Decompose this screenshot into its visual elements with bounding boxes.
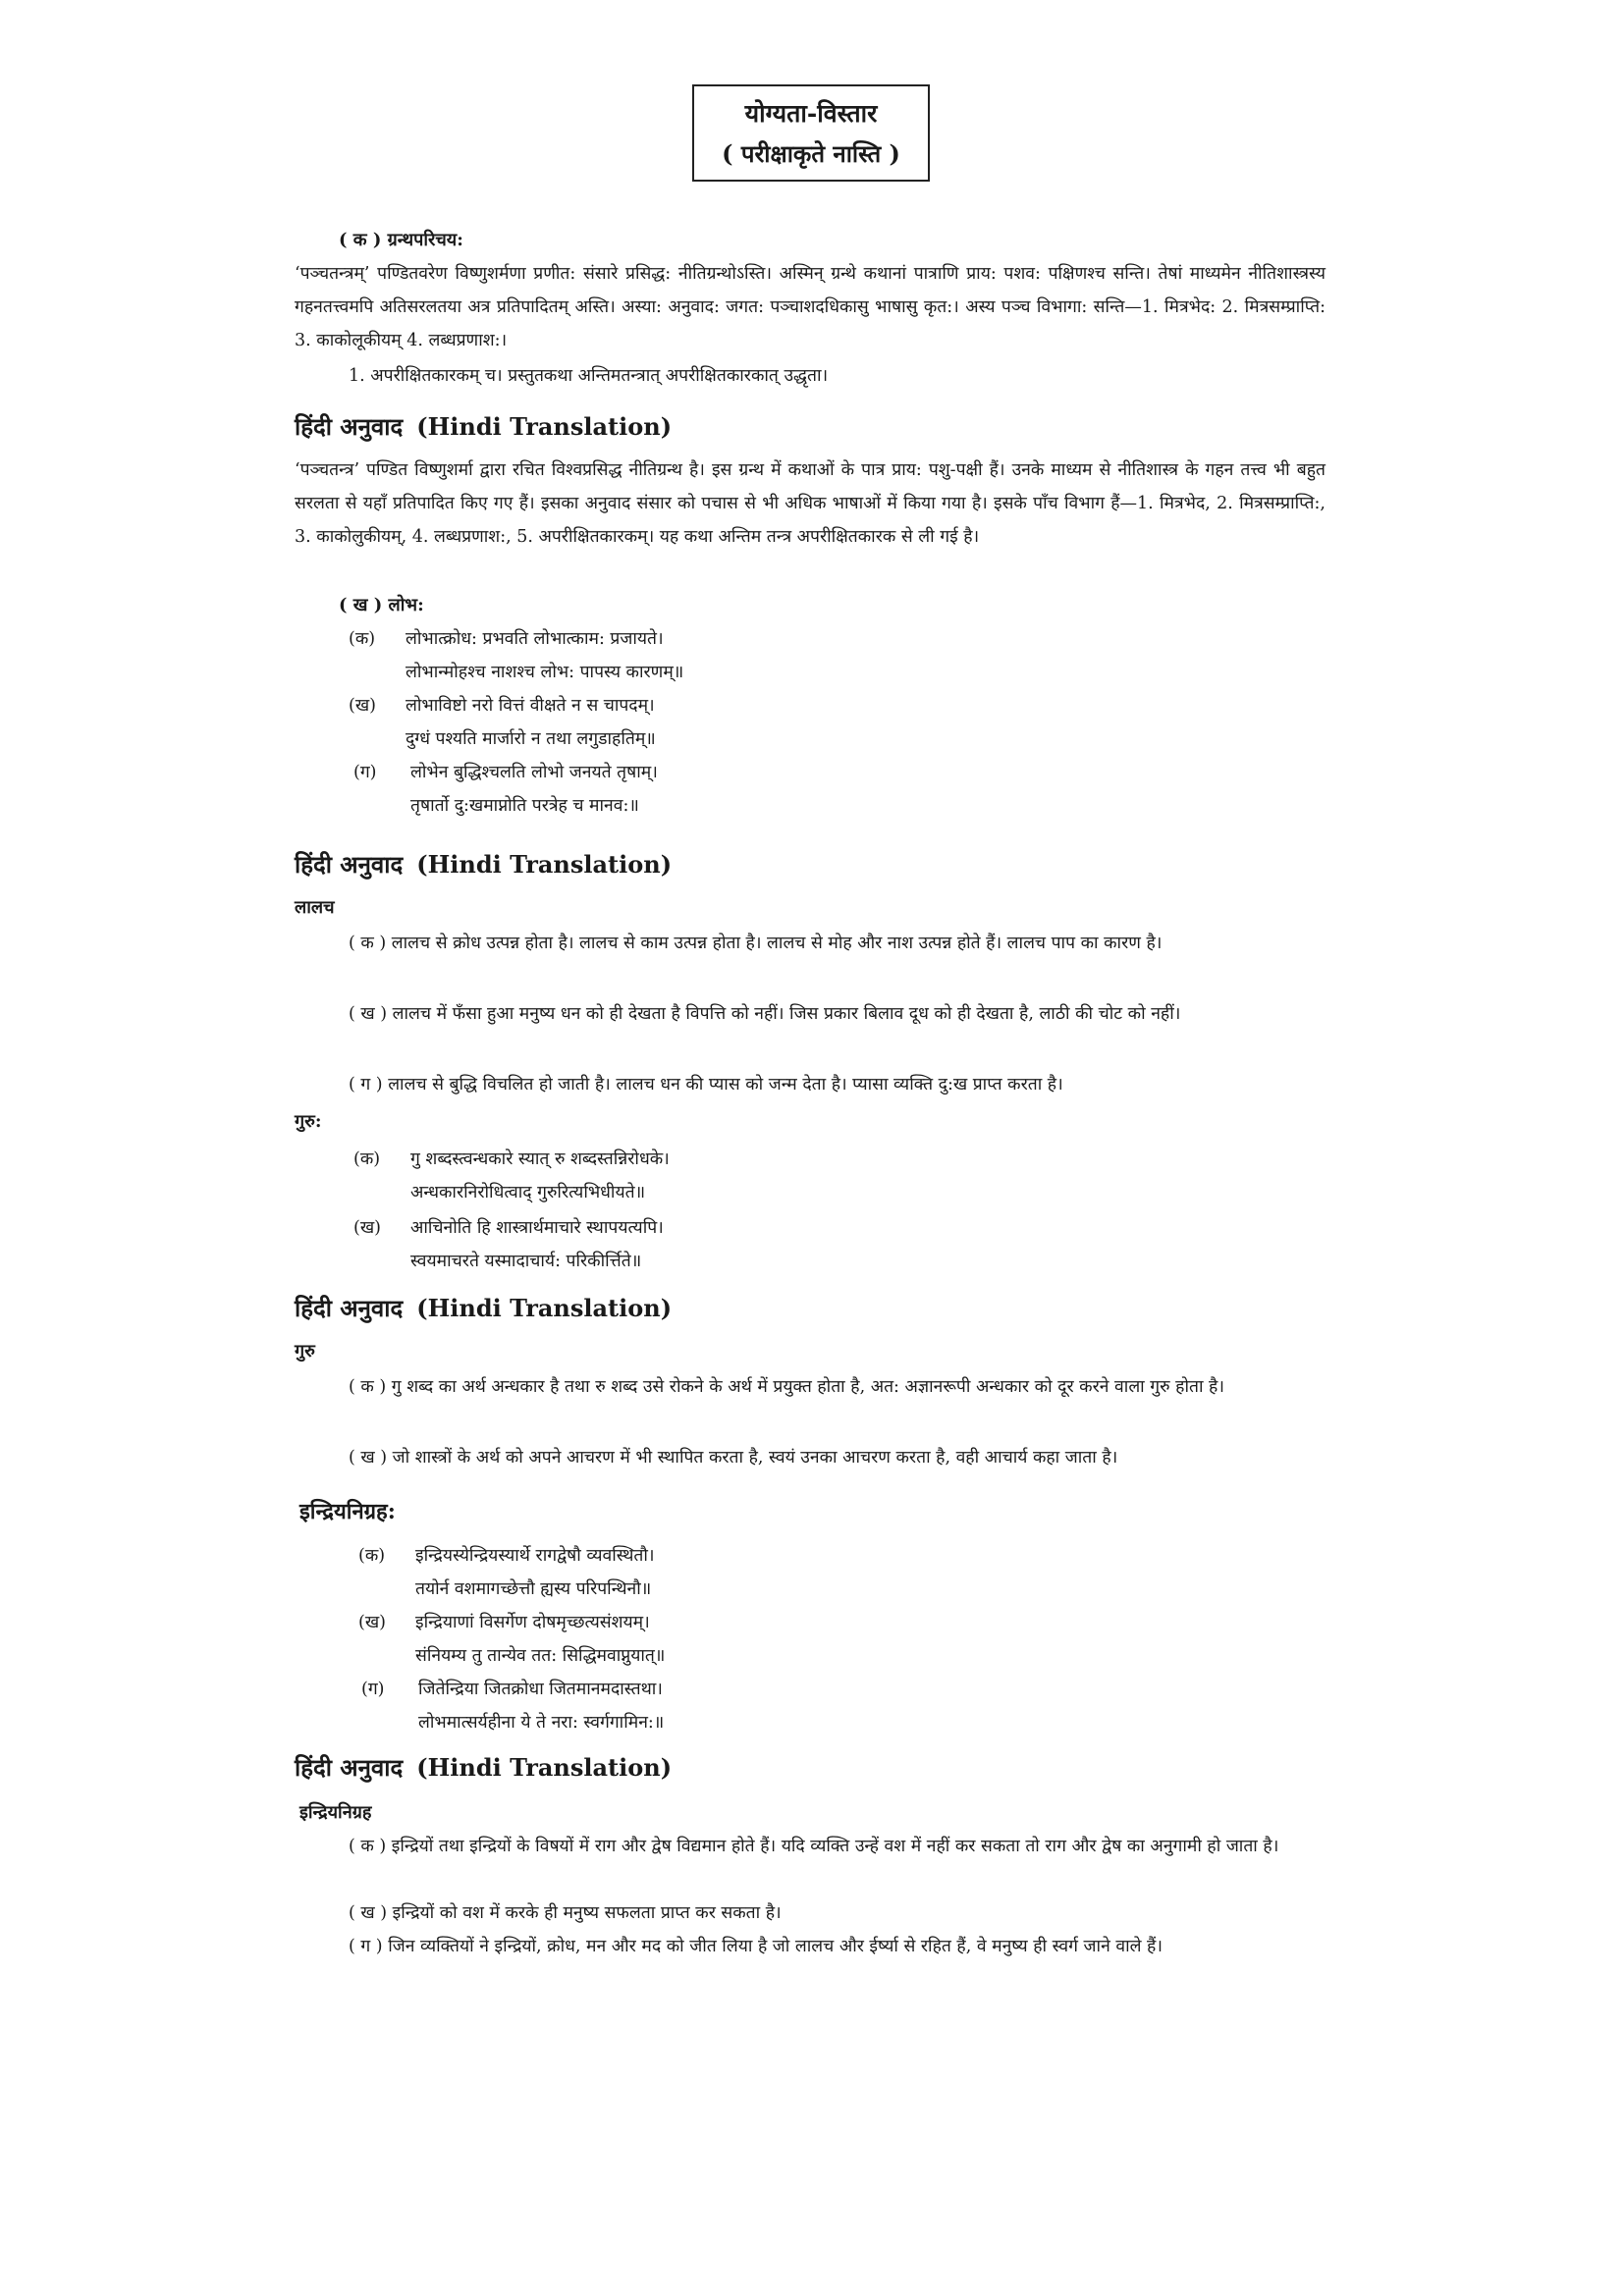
hindi-translation-heading — [295, 410, 672, 443]
hindi-heading-en: (Hindi Translation) — [416, 1294, 673, 1322]
translation-indriya-ka: ( क ) इन्द्रियों तथा इन्द्रियों के विषयों में राग और द्वेष विद्यमान होते हैं। यदि व्यक्ति उन्हें वश में नहीं कर सकता तो राग और द्वेष का अनुगामी हो जाता है। — [349, 1837, 1279, 1856]
translation-guru-ka: ( क ) गु शब्द का अर्थ अन्धकार है तथा रु शब्द उसे रोकने के अर्थ में प्रयुक्त होता है, अत: अज्ञानरूपी अन्धकार को दूर करने वाला गुरु होता है। — [349, 1377, 1224, 1397]
translation-lobha-kha: ( ख ) लालच में फँसा हुआ मनुष्य धन को ही देखता है विपत्ति को नहीं। जिस प्रकार बिलाव दूध को ही देखता है, लाठी की चोट को नहीं। — [349, 1004, 1181, 1024]
verse-label: (ख) — [358, 1613, 386, 1632]
verse-line: गु शब्दस्त्वन्धकारे स्यात् रु शब्दस्तन्निरोधके। — [410, 1149, 670, 1169]
hindi-heading-hi: हिंदी अनुवाद — [295, 412, 404, 441]
verse-line: लोभान्मोहश्च नाशश्च लोभ: पापस्य कारणम्॥ — [406, 663, 684, 682]
verse-label: (ख) — [353, 1218, 381, 1238]
hindi-translation-heading — [295, 1292, 672, 1324]
verse-label: (ग) — [353, 763, 377, 782]
hindi-translation-heading — [295, 1751, 672, 1784]
hindi-heading-en: (Hindi Translation) — [416, 1753, 673, 1782]
verse-line: दुग्धं पश्यति मार्जारो न तथा लगुडाहतिम्॥ — [406, 729, 656, 749]
verse-line: लोभेन बुद्धिश्चलति लोभो जनयते तृषाम्। — [410, 763, 658, 782]
section-kha-heading: ( ख ) लोभ: — [339, 595, 424, 615]
translation-indriya-ga: ( ग ) जिन व्यक्तियों ने इन्द्रियों, क्रोध, मन और मद को जीत लिया है जो लालच और ईर्ष्या से रहित हैं, वे मनुष्य ही स्वर्ग जाने वाले हैं। — [349, 1937, 1163, 1956]
verse-guru-ka — [353, 1143, 670, 1209]
page-title: योग्यता-विस्तार — [744, 99, 878, 128]
translation-indriya-kha: ( ख ) इन्द्रियों को वश में करके ही मनुष्य सफलता प्राप्त कर सकता है। — [349, 1903, 782, 1923]
verse-lobha-ga — [353, 756, 658, 823]
section-guru-heading: गुरु: — [295, 1111, 322, 1132]
verse-label: (क) — [358, 1546, 386, 1566]
verse-lobha-kha — [349, 689, 656, 756]
verse-label: (क) — [353, 1149, 381, 1169]
section-ka-paragraph: ‘पञ्चतन्त्रम्’ पण्डितवरेण विष्णुशर्मणा प्रणीत: संसारे प्रसिद्ध: नीतिग्रन्थोऽस्ति। अस्मिन् ग्रन्थे कथानां पात्राणि प्राय: पशव: पक्षिणश्च सन्ति। तेषां माध्यमेन नीतिशास्त्रस्य गहनतत्त्वमपि अतिसरलतया अत्र प्रतिपादितम् अस्ति। अस्या: अनुवाद: जगत: पञ्चाशदधिकासु भाषासु कृत:। अस्य पञ्च विभागा: सन्ति—1. मित्रभेद: 2. मित्रसम्प्राप्ति: 3. काकोलूकीयम् 4. लब्धप्रणाश:। — [295, 264, 1325, 350]
section-indriya-heading: इन्द्रियनिग्रह: — [299, 1499, 396, 1524]
verse-indriya-ka — [358, 1539, 655, 1606]
title-box — [692, 84, 930, 182]
hindi-translation-heading — [295, 848, 672, 881]
translation-lobha-ka: ( क ) लालच से क्रोध उत्पन्न होता है। लालच से काम उत्पन्न होता है। लालच से मोह और नाश उत्पन्न होते हैं। लालच पाप का कारण है। — [349, 934, 1163, 953]
verse-line: इन्द्रियस्येन्द्रियस्यार्थे रागद्वेषौ व्यवस्थितौ। — [415, 1546, 655, 1566]
verse-lobha-ka — [349, 622, 683, 689]
verse-indriya-ga — [361, 1673, 664, 1739]
translation-subheading: लालच — [295, 897, 335, 918]
translation-subheading: गुरु — [295, 1341, 315, 1362]
verse-line: संनियम्य तु तान्येव तत: सिद्धिमवाप्नुयात्॥ — [415, 1646, 666, 1666]
hindi-heading-en: (Hindi Translation) — [416, 412, 673, 441]
verse-label: (ग) — [361, 1680, 385, 1699]
translation-guru-kha: ( ख ) जो शास्त्रों के अर्थ को अपने आचरण में भी स्थापित करता है, स्वयं उनका आचरण करता है, वही आचार्य कहा जाता है। — [349, 1448, 1118, 1468]
verse-line: तृषार्तो दु:खमाप्नोति परत्रेह च मानव:॥ — [410, 796, 639, 816]
verse-line: तयोर्न वशमागच्छेत्तौ ह्यस्य परिपन्थिनौ॥ — [415, 1579, 652, 1599]
verse-line: आचिनोति हि शास्त्रार्थमाचारे स्थापयत्यपि। — [410, 1218, 664, 1238]
verse-line: स्वयमाचरते यस्मादाचार्य: परिकीर्त्तिते॥ — [410, 1252, 642, 1271]
translation-panchatantra: ‘पञ्चतन्त्र’ पण्डित विष्णुशर्मा द्वारा रचित विश्वप्रसिद्ध नीतिग्रन्थ है। इस ग्रन्थ में कथाओं के पात्र प्राय: पशु-पक्षी हैं। उनके माध्यम से नीतिशास्त्र के गहन तत्त्व भी बहुत सरलता से यहाँ प्रतिपादित किए गए हैं। इसका अनुवाद संसार को पचास से भी अधिक भाषाओं में किया गया है। इसके पाँच विभाग हैं—1. मित्रभेद, 2. मित्रसम्प्राप्ति:, 3. काकोलुकीयम्, 4. लब्धप्रणाश:, 5. अपरीक्षितकारकम्। यह कथा अन्तिम तन्त्र अपरीक्षितकारक से ली गई है। — [295, 460, 1325, 547]
hindi-heading-en: (Hindi Translation) — [416, 850, 673, 879]
verse-label: (ख) — [349, 696, 376, 716]
hindi-heading-hi: हिंदी अनुवाद — [295, 1294, 404, 1322]
verse-line: लोभात्क्रोध: प्रभवति लोभात्काम: प्रजायते। — [406, 629, 664, 649]
section-ka-heading: ( क ) ग्रन्थपरिचय: — [339, 230, 463, 250]
verse-line: अन्धकारनिरोधित्वाद् गुरुरित्यभिधीयते॥ — [410, 1183, 646, 1202]
verse-label: (क) — [349, 629, 376, 649]
translation-lobha-ga: ( ग ) लालच से बुद्धि विचलित हो जाती है। लालच धन की प्यास को जन्म देता है। प्यासा व्यक्ति दु:ख प्राप्त करता है। — [349, 1075, 1063, 1095]
verse-line: लोभमात्सर्यहीना ये ते नरा: स्वर्गगामिन:॥ — [418, 1713, 665, 1733]
verse-line: इन्द्रियाणां विसर्गेण दोषमृच्छत्यसंशयम्। — [415, 1613, 650, 1632]
page-subtitle: ( परीक्षाकृते नास्ति ) — [722, 139, 900, 168]
verse-guru-kha — [353, 1211, 664, 1278]
verse-indriya-kha — [358, 1606, 665, 1673]
translation-subheading: इन्द्रियनिग्रह — [299, 1802, 372, 1823]
hindi-heading-hi: हिंदी अनुवाद — [295, 850, 404, 879]
verse-line: जितेन्द्रिया जितक्रोधा जितमानमदास्तथा। — [418, 1680, 663, 1699]
hindi-heading-hi: हिंदी अनुवाद — [295, 1753, 404, 1782]
section-ka-paragraph-end: 1. अपरीक्षितकारकम् च। प्रस्तुतकथा अन्तिमतन्त्रात् अपरीक्षितकारकात् उद्धृता। — [349, 366, 829, 386]
verse-line: लोभाविष्टो नरो वित्तं वीक्षते न स चापदम्। — [406, 696, 655, 716]
